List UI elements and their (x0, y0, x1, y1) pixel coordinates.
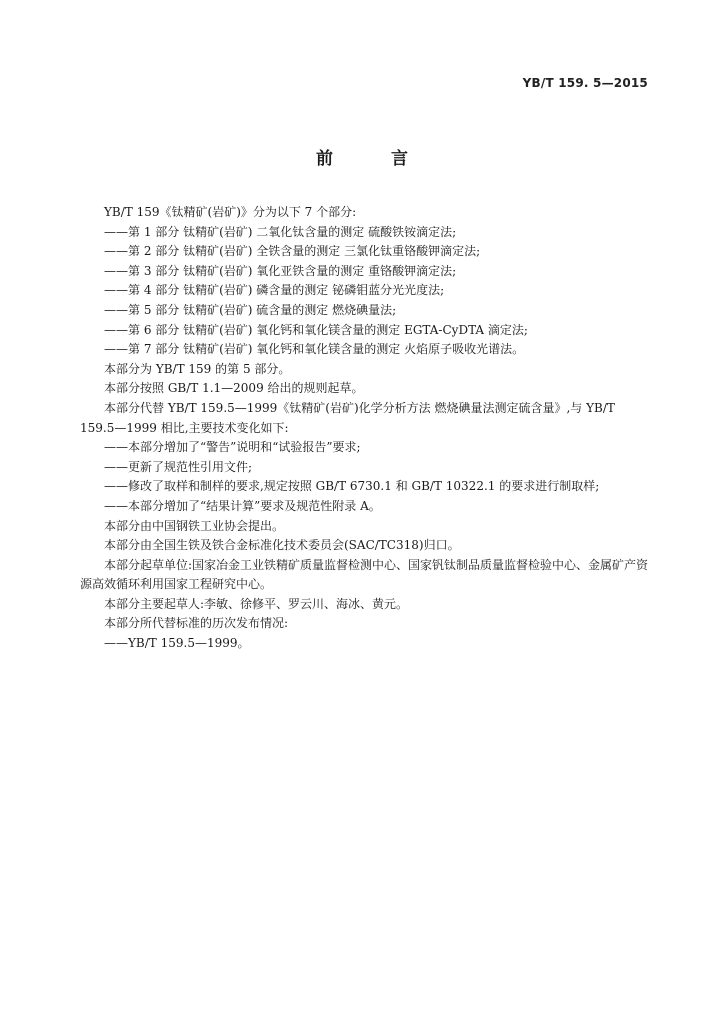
drafters-paragraph: 本部分主要起草人:李敏、徐修平、罗云川、海冰、黄元。 (104, 596, 409, 611)
centralized-by-paragraph: 本部分由全国生铁及铁合金标准化技术委员会(SAC/TC318)归口。 (104, 538, 460, 553)
part-item-4: ——第 4 部分 钛精矿(岩矿) 磷含量的测定 铋磷钼蓝分光光度法; (104, 283, 445, 298)
change-item-3: ——修改了取样和制样的要求,规定按照 GB/T 6730.1 和 GB/T 10322.1 的要求进行制取样; (104, 479, 600, 494)
part-item-7: ——第 7 部分 钛精矿(岩矿) 氧化钙和氧化镁含量的测定 火焰原子吸收光谱法。 (104, 342, 525, 357)
replaces-paragraph: 本部分代替 YB/T 159.5—1999《钛精矿(岩矿)化学分析方法 燃烧碘量法测定硫含量》,与 YB/T 159.5—1999 相比,主要技术变化如下: (80, 400, 615, 435)
document-id: YB/T 159. 5—2015 (522, 76, 648, 90)
change-item-2: ——更新了规范性引用文件; (104, 459, 253, 474)
part-item-3: ——第 3 部分 钛精矿(岩矿) 氧化亚铁含量的测定 重铬酸钾滴定法; (104, 263, 457, 278)
change-item-4: ——本部分增加了“结果计算”要求及规范性附录 A。 (104, 498, 381, 513)
part-of-paragraph: 本部分为 YB/T 159 的第 5 部分。 (104, 361, 291, 376)
drafting-rules-paragraph: 本部分按照 GB/T 1.1—2009 给出的规则起草。 (104, 381, 364, 396)
proposed-by-paragraph: 本部分由中国钢铁工业协会提出。 (104, 518, 285, 533)
part-item-2: ——第 2 部分 钛精矿(岩矿) 全铁含量的测定 三氯化钛重铬酸钾滴定法; (104, 244, 481, 259)
part-item-6: ——第 6 部分 钛精矿(岩矿) 氧化钙和氧化镁含量的测定 EGTA-CyDTA 滴定法; (104, 322, 528, 337)
page-title: 前 言 (316, 149, 434, 169)
history-paragraph: 本部分所代替标准的历次发布情况: (104, 616, 289, 631)
change-item-1: ——本部分增加了“警告”说明和“试验报告”要求; (104, 440, 361, 455)
drafting-units-paragraph: 本部分起草单位:国家冶金工业铁精矿质量监督检测中心、国家钒钛制品质量监督检验中心、金属矿产资源高效循环利用国家工程研究中心。 (80, 557, 649, 592)
history-item: ——YB/T 159.5—1999。 (104, 636, 250, 651)
part-item-1: ——第 1 部分 钛精矿(岩矿) 二氧化钛含量的测定 硫酸铁铵滴定法; (104, 224, 457, 239)
intro-paragraph: YB/T 159《钛精矿(岩矿)》分为以下 7 个部分: (104, 205, 357, 219)
foreword-body (80, 203, 650, 654)
part-item-5: ——第 5 部分 钛精矿(岩矿) 硫含量的测定 燃烧碘量法; (104, 302, 397, 317)
